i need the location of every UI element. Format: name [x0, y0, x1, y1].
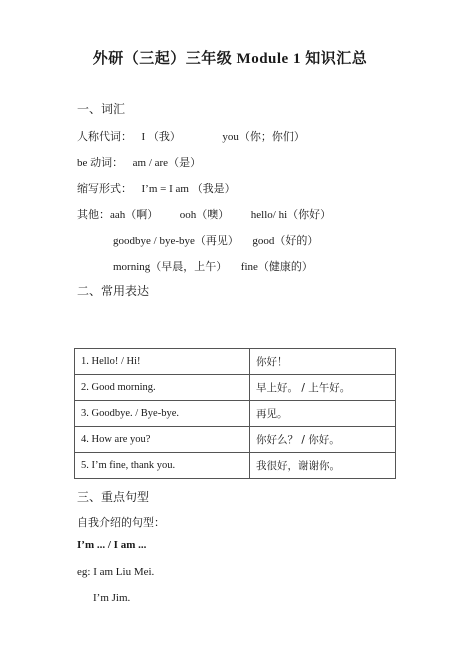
contraction-label: 缩写形式： [77, 182, 132, 195]
table-row [75, 349, 396, 375]
table-cell-english: 4. How are you? [75, 427, 250, 453]
table-cell-chinese: 你好么？ / 你好。 [250, 427, 396, 453]
section-heading-sentence-patterns: 三、重点句型 [77, 490, 150, 504]
section-heading-vocabulary: 一、词汇 [77, 102, 126, 116]
page-title: 外研（三起）三年级 Module 1 知识汇总 [92, 51, 368, 67]
table-cell-english: 2. Good morning. [75, 375, 250, 401]
other-word: good（好的） [252, 235, 319, 247]
table-cell-english: 5. I’m fine, thank you. [75, 453, 250, 479]
contraction-line [77, 180, 236, 196]
other-word: goodbye / bye-bye（再见） [113, 235, 239, 247]
table-row [75, 427, 396, 453]
pattern-intro: 自我介绍的句型： [77, 516, 165, 529]
pronoun-label: 人称代词： [77, 130, 132, 143]
other-line-1 [77, 206, 331, 222]
pronoun-you: you（你；你们） [222, 131, 305, 143]
other-word: hello/ hi（你好） [250, 209, 332, 221]
other-line-3 [113, 258, 313, 274]
section-heading-expressions: 二、常用表达 [77, 284, 150, 298]
table-cell-chinese: 早上好。 / 上午好。 [250, 375, 396, 401]
be-value: am / are（是） [132, 157, 202, 169]
table-row [75, 375, 396, 401]
other-line-2 [113, 232, 318, 248]
other-word: aah（啊） [110, 209, 159, 221]
be-label: be 动词： [77, 157, 124, 169]
be-verb-line [77, 154, 201, 170]
table-row [75, 453, 396, 479]
other-word: morning（早晨，上午） [113, 261, 228, 273]
other-label: 其他： [77, 208, 110, 221]
table-row [75, 401, 396, 427]
contraction-value: I’m = I am （我是） [141, 183, 236, 195]
example-sentence-2: I’m Jim. [93, 592, 131, 604]
expressions-table [74, 348, 396, 479]
table-cell-english: 1. Hello! / Hi! [75, 349, 250, 375]
table-cell-chinese: 我很好，谢谢你。 [250, 453, 396, 479]
pronoun-line [77, 128, 305, 144]
other-word: fine（健康的） [240, 261, 313, 273]
sentence-pattern: I’m ... / I am ... [77, 539, 147, 551]
pronoun-i: I （我） [141, 131, 181, 143]
table-cell-chinese: 你好！ [250, 349, 396, 375]
example-sentence-1: eg: I am Liu Mei. [77, 566, 155, 578]
table-cell-chinese: 再见。 [250, 401, 396, 427]
table-cell-english: 3. Goodbye. / Bye-bye. [75, 401, 250, 427]
other-word: ooh（噢） [179, 209, 230, 221]
